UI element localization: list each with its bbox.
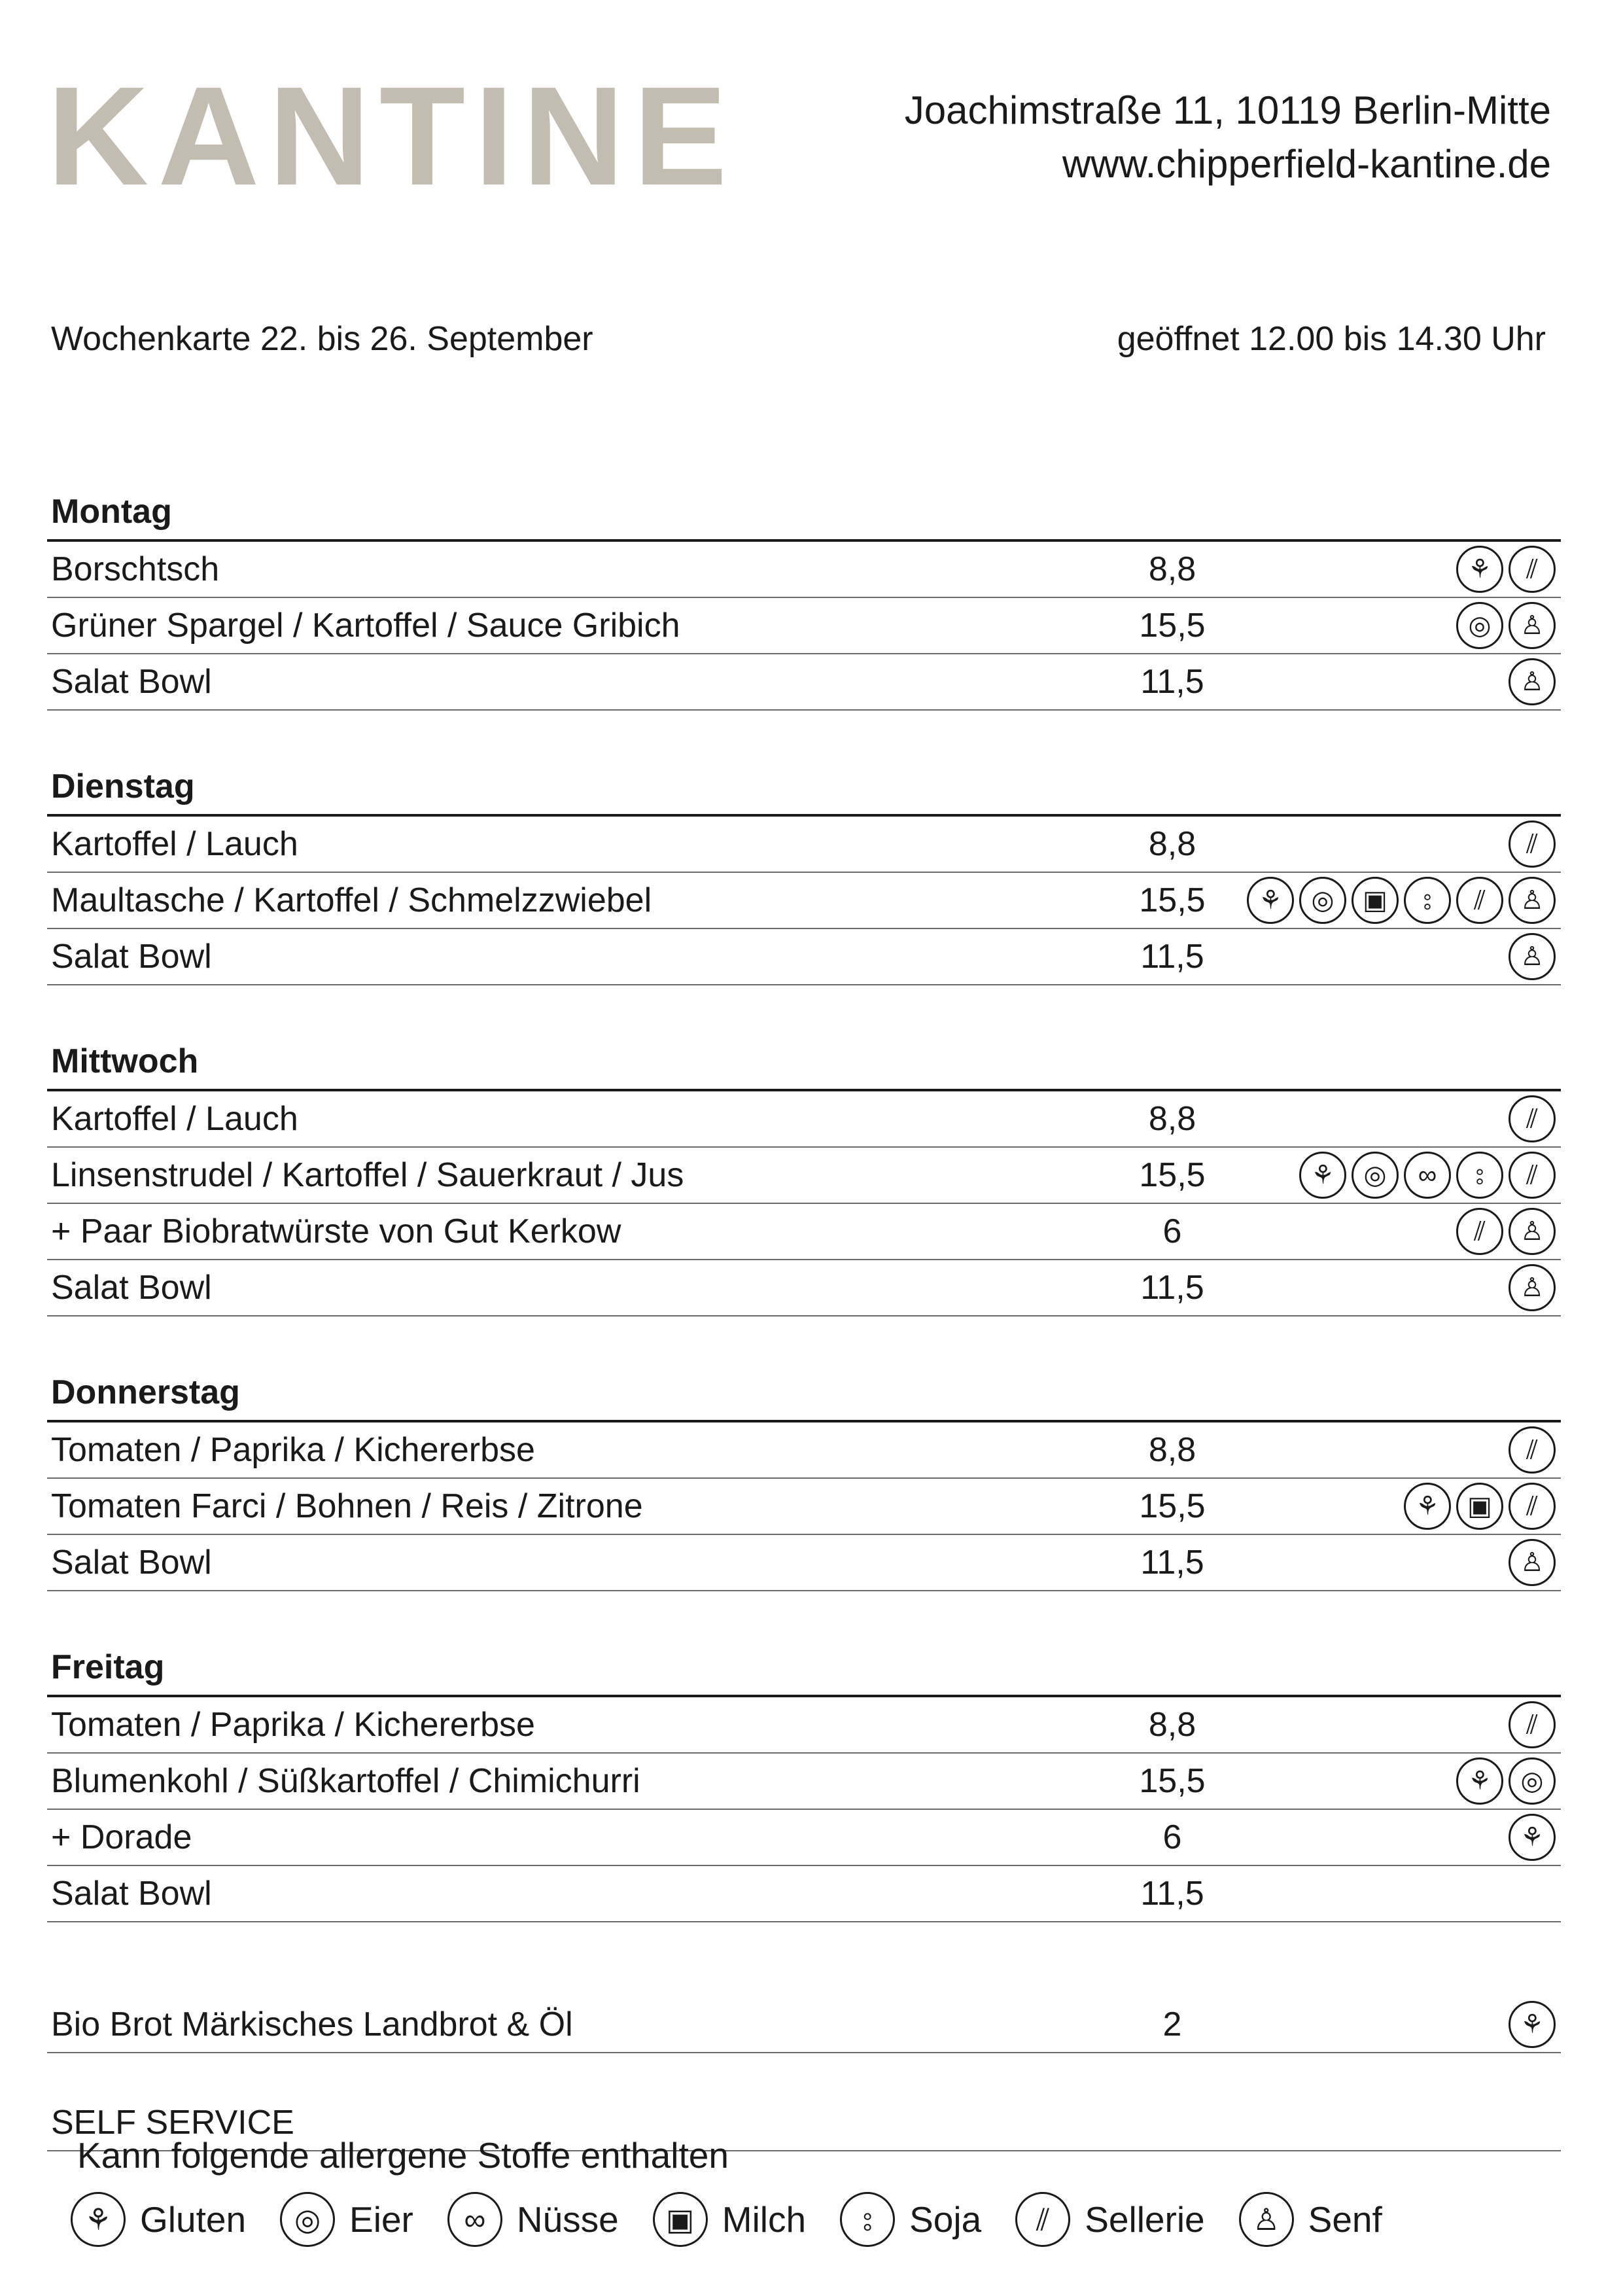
menu-item — [47, 1260, 1561, 1316]
allergen-icons — [1509, 1422, 1556, 1477]
allergen-icons — [1456, 542, 1556, 597]
menu-item — [47, 1866, 1561, 1922]
legend-item-milch — [653, 2192, 806, 2247]
menu-item-name: Borschtsch — [51, 550, 220, 588]
milch-icon: ▣ — [1456, 1483, 1503, 1530]
soja-icon: ⦂ — [1456, 1152, 1503, 1199]
legend-items — [71, 2192, 1407, 2247]
milch-icon: ▣ — [653, 2192, 708, 2247]
gluten-icon: ⚘ — [71, 2192, 126, 2247]
day-section — [47, 759, 1561, 985]
legend-item-soja — [840, 2192, 981, 2247]
legend-item-senf — [1239, 2192, 1382, 2247]
menu-item — [47, 1204, 1561, 1260]
legend-item-nuesse — [447, 2192, 619, 2247]
menu-item-price: 11,5 — [1140, 1544, 1204, 1581]
legend-item-sellerie — [1015, 2192, 1204, 2247]
eier-icon: ◎ — [1352, 1152, 1399, 1199]
day-section — [47, 484, 1561, 711]
eier-icon: ◎ — [1509, 1757, 1556, 1805]
sellerie-icon: ⫽ — [1015, 2192, 1070, 2247]
menu-item — [47, 1148, 1561, 1204]
legend-item-eier — [280, 2192, 413, 2247]
menu-item-name: Kartoffel / Lauch — [51, 1100, 298, 1138]
sellerie-icon: ⫽ — [1509, 1483, 1556, 1530]
day-section — [47, 1640, 1561, 1922]
gluten-icon: ⚘ — [1509, 2001, 1556, 2048]
eier-icon: ◎ — [1299, 877, 1346, 924]
day-title: Dienstag — [47, 759, 1561, 817]
menu-item — [47, 929, 1561, 985]
menu-item — [47, 598, 1561, 654]
menu-item-name: + Paar Biobratwürste von Gut Kerkow — [51, 1212, 621, 1250]
menu-item-name: Salat Bowl — [51, 1544, 212, 1581]
menu-item — [47, 1697, 1561, 1754]
legend-label: Gluten — [140, 2199, 247, 2240]
soja-icon: ⦂ — [840, 2192, 895, 2247]
website-link[interactable]: www.chipperfield-kantine.de — [1062, 142, 1551, 186]
allergen-icons — [1509, 654, 1556, 709]
menu-item — [47, 1479, 1561, 1535]
menu-item-name: Salat Bowl — [51, 663, 212, 701]
menu-item-price: 15,5 — [1139, 607, 1206, 645]
menu-item — [47, 1422, 1561, 1479]
menu-item-name: Bio Brot Märkisches Landbrot & Öl — [51, 2005, 573, 2043]
week-label: Wochenkarte 22. bis 26. September — [51, 320, 593, 358]
menu-item-price: 11,5 — [1140, 1269, 1204, 1307]
address-street: Joachimstraße 11, 10119 Berlin-Mitte — [904, 88, 1551, 132]
menu-item-price: 8,8 — [1148, 1100, 1196, 1138]
address-block — [905, 84, 1551, 191]
legend-label: Nüsse — [516, 2199, 619, 2240]
menu-item — [47, 1535, 1561, 1591]
weekly-menu — [47, 484, 1561, 2151]
legend-item-gluten — [71, 2192, 246, 2247]
day-title: Freitag — [47, 1640, 1561, 1697]
sellerie-icon: ⫽ — [1509, 1426, 1556, 1474]
menu-item-price: 2 — [1162, 2005, 1182, 2043]
menu-item-name: Maultasche / Kartoffel / Schmelzzwiebel — [51, 881, 652, 919]
sellerie-icon: ⫽ — [1509, 546, 1556, 593]
senf-icon: ♙ — [1239, 2192, 1294, 2247]
menu-item — [47, 1997, 1561, 2053]
allergen-icons — [1404, 1479, 1556, 1534]
senf-icon: ♙ — [1509, 877, 1556, 924]
day-section — [47, 1365, 1561, 1591]
nuesse-icon: ∞ — [447, 2192, 502, 2247]
menu-item-price: 15,5 — [1139, 1762, 1206, 1800]
eier-icon: ◎ — [1456, 602, 1503, 649]
menu-item-price: 15,5 — [1139, 881, 1206, 919]
senf-icon: ♙ — [1509, 658, 1556, 705]
menu-item-name: Linsenstrudel / Kartoffel / Sauerkraut / Jus — [51, 1156, 684, 1194]
menu-item-price: 6 — [1162, 1818, 1182, 1856]
sellerie-icon: ⫽ — [1509, 1095, 1556, 1142]
day-title: Mittwoch — [47, 1034, 1561, 1091]
menu-item-price: 6 — [1162, 1212, 1182, 1250]
menu-item-price: 8,8 — [1148, 550, 1196, 588]
sellerie-icon: ⫽ — [1456, 1208, 1503, 1255]
kantine-logo: KANTINE — [47, 57, 737, 215]
legend-label: Eier — [349, 2199, 413, 2240]
gluten-icon: ⚘ — [1299, 1152, 1346, 1199]
allergen-legend — [77, 2134, 1407, 2247]
allergen-icons — [1456, 598, 1556, 653]
menu-item-name: Salat Bowl — [51, 1269, 212, 1307]
day-title: Donnerstag — [47, 1365, 1561, 1422]
legend-label: Soja — [909, 2199, 982, 2240]
allergen-icons — [1509, 1260, 1556, 1315]
senf-icon: ♙ — [1509, 1208, 1556, 1255]
allergen-icons — [1509, 1091, 1556, 1146]
sellerie-icon: ⫽ — [1509, 1152, 1556, 1199]
menu-item — [47, 1810, 1561, 1866]
gluten-icon: ⚘ — [1456, 1757, 1503, 1805]
menu-item-price: 15,5 — [1139, 1156, 1206, 1194]
menu-item-name: Tomaten / Paprika / Kichererbse — [51, 1431, 535, 1469]
senf-icon: ♙ — [1509, 1264, 1556, 1311]
menu-item-name: Tomaten Farci / Bohnen / Reis / Zitrone — [51, 1487, 643, 1525]
week-info — [51, 319, 1546, 359]
gluten-icon: ⚘ — [1247, 877, 1294, 924]
menu-item — [47, 817, 1561, 873]
menu-item-price: 11,5 — [1140, 938, 1204, 976]
allergen-icons — [1509, 1997, 1556, 2052]
allergen-icons — [1509, 929, 1556, 984]
menu-item-name: + Dorade — [51, 1818, 192, 1856]
menu-item-name: Salat Bowl — [51, 1875, 212, 1913]
gluten-icon: ⚘ — [1404, 1483, 1451, 1530]
allergen-icons — [1456, 1754, 1556, 1809]
legend-title: Kann folgende allergene Stoffe enthalten — [77, 2135, 729, 2176]
self-service-label: SELF SERVICE — [47, 2095, 1561, 2151]
milch-icon: ▣ — [1352, 877, 1399, 924]
allergen-icons — [1509, 1697, 1556, 1752]
menu-item-price: 15,5 — [1139, 1487, 1206, 1525]
menu-item-name: Blumenkohl / Süßkartoffel / Chimichurri — [51, 1762, 640, 1800]
legend-label: Milch — [722, 2199, 807, 2240]
allergen-icons — [1247, 873, 1556, 928]
gluten-icon: ⚘ — [1509, 1814, 1556, 1861]
allergen-icons — [1456, 1204, 1556, 1259]
eier-icon: ◎ — [280, 2192, 335, 2247]
legend-label: Sellerie — [1085, 2199, 1205, 2240]
menu-item — [47, 1091, 1561, 1148]
soja-icon: ⦂ — [1404, 877, 1451, 924]
sellerie-icon: ⫽ — [1509, 821, 1556, 868]
menu-item-price: 8,8 — [1148, 1431, 1196, 1469]
sellerie-icon: ⫽ — [1456, 877, 1503, 924]
menu-item-name: Tomaten / Paprika / Kichererbse — [51, 1706, 535, 1744]
menu-item-price: 8,8 — [1148, 825, 1196, 863]
menu-item — [47, 654, 1561, 711]
senf-icon: ♙ — [1509, 933, 1556, 980]
menu-item-price: 11,5 — [1140, 1875, 1204, 1913]
menu-item — [47, 1754, 1561, 1810]
senf-icon: ♙ — [1509, 1539, 1556, 1586]
menu-item-price: 8,8 — [1148, 1706, 1196, 1744]
menu-item — [47, 873, 1561, 929]
sellerie-icon: ⫽ — [1509, 1701, 1556, 1748]
menu-item — [47, 542, 1561, 598]
menu-item-name: Salat Bowl — [51, 938, 212, 976]
day-section — [47, 1034, 1561, 1316]
menu-item-name: Grüner Spargel / Kartoffel / Sauce Gribich — [51, 607, 680, 645]
allergen-icons — [1509, 1810, 1556, 1865]
senf-icon: ♙ — [1509, 602, 1556, 649]
allergen-icons — [1299, 1148, 1556, 1203]
nuesse-icon: ∞ — [1404, 1152, 1451, 1199]
allergen-icons — [1509, 1535, 1556, 1590]
menu-item-price: 11,5 — [1140, 663, 1204, 701]
opening-hours: geöffnet 12.00 bis 14.30 Uhr — [1117, 320, 1546, 358]
gluten-icon: ⚘ — [1456, 546, 1503, 593]
allergen-icons — [1509, 817, 1556, 872]
menu-item-name: Kartoffel / Lauch — [51, 825, 298, 863]
legend-label: Senf — [1308, 2199, 1382, 2240]
day-title: Montag — [47, 484, 1561, 542]
